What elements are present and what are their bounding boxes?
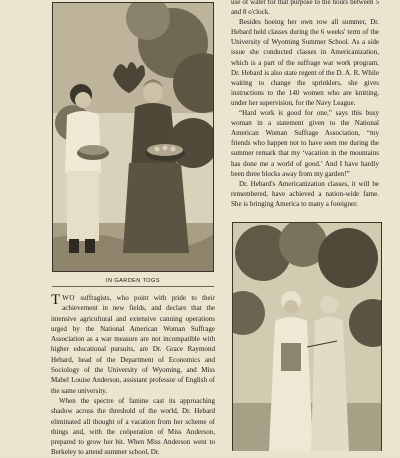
- knitting-photo-illustration: [233, 223, 381, 451]
- drop-cap: T: [51, 292, 61, 308]
- article-paragraph: When the spectre of famine cast its approaching shadow across the threshold of the world, Dr. Hebard eliminated all thought of a vacation from her scheme of things and, with the coöperation of Miss Anderson, prepared to grow her bit. When Miss Anderson went to Berkeley to attend summer school, Dr.: [51, 396, 215, 457]
- article-left-column: [51, 293, 215, 458]
- article-paragraph: [51, 293, 215, 396]
- article-paragraph: Besides hoeing her own row all summer, Dr. Hebard held classes during the 6 weeks' term of the University of Wyoming Summer School. As a side issue she conducted classes in Americanization, which is a part of the suffrage war work program. Dr. Hebard is also state regent of the D. A. R. While waiting to change the sprinklers, she gives instructions to the 140 women who are knitting, under her supervision, for the Navy League.: [231, 18, 379, 107]
- article-paragraph: “Hard work is good for one,” says this busy woman in a statement given to the National American Woman Suffrage Association, “my friends who happen not to have seen me during the summer remark that my ‘vacation in the mountains has done me a world of good.’ And I have hardly been three blocks away from my garden!”: [231, 109, 379, 178]
- lead-word: WO: [62, 294, 76, 302]
- garden-photo: [52, 2, 214, 272]
- photo-caption: IN GARDEN TOGS: [106, 278, 160, 284]
- paragraph-text: suffragists, who point with pride to their achievement in new fields, and declare that the intensive agricultural and extensive canning operations urged by the National American Woman Suffrage Association as a war measure are not incompatible with higher educational pursuits, are Dr. Grace Raymond Hebard, head of the Department of Economics and Sociology of the University of Wyoming, and Miss Mabel Louise Anderson, assistant professor of English of the same university.: [51, 294, 215, 395]
- article-paragraph: use of water for that purpose to the hours between 5 and 8 o'clock.: [231, 0, 379, 17]
- knitting-photo: [232, 222, 382, 451]
- caption-divider: [52, 286, 214, 287]
- article-right-column: [231, 0, 379, 209]
- garden-photo-illustration: [53, 3, 213, 271]
- article-paragraph: Dr. Hebard's Americanization classes, it will be remembered, have achieved a nation-wide fame. She is bringing America to many a foreigner.: [231, 179, 379, 208]
